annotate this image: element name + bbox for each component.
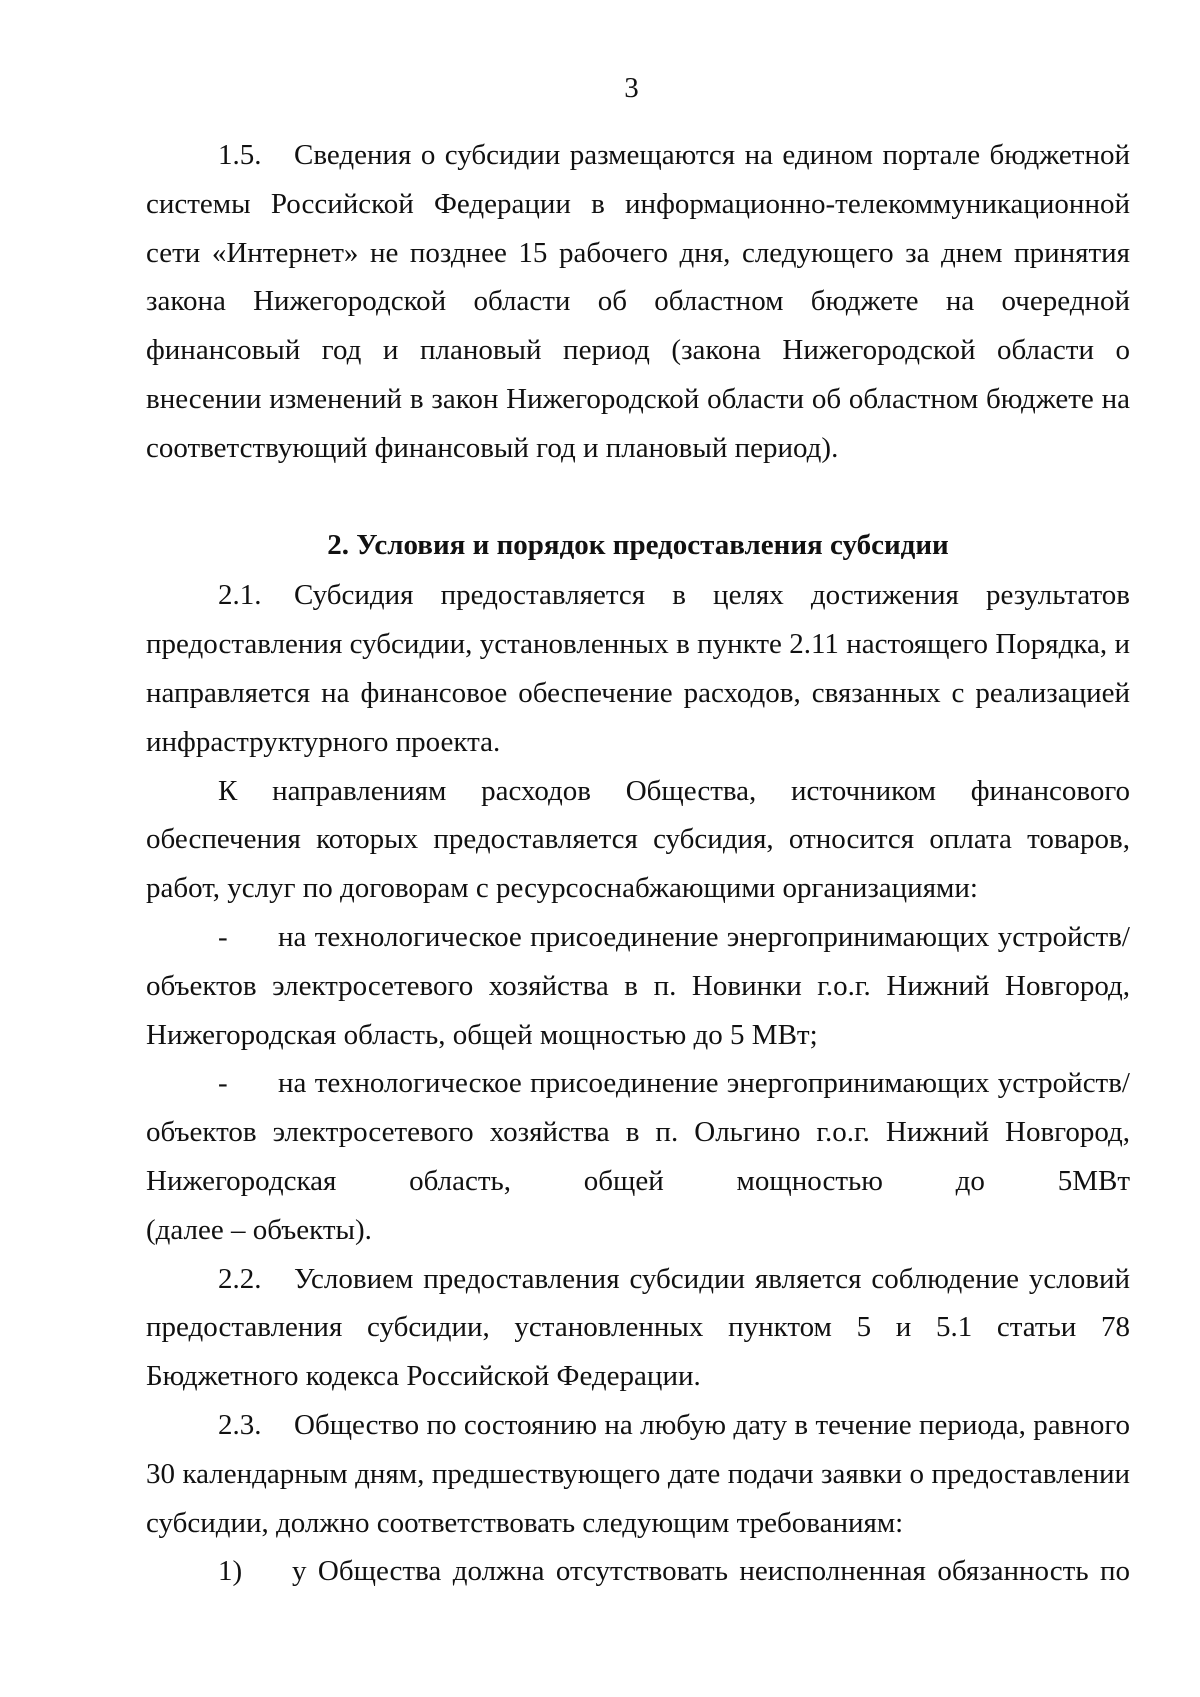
paragraph-text: Общество по состоянию на любую дату в течение периода, равного 30 календарным дням, предшествующего дате подачи заявки о предоставлении субсидии, должно соответствовать следующим требованиям:	[146, 1408, 1130, 1539]
bullet-dash: -	[218, 1067, 228, 1100]
paragraph-number: 1.5.	[218, 139, 262, 171]
bullet-text: на технологическое присоединение энергопринимающих устройств/объектов электросетевого хозяйства в п. Ольгино г.о.г. Нижний Новгород, Нижегородская область, общей мощностью до 5МВт	[146, 1067, 1130, 1197]
list-item-bullet-2	[146, 1059, 1130, 1205]
list-item-bullet-2-tail: (далее – объекты).	[146, 1213, 372, 1246]
paragraph-number: 2.3.	[218, 1408, 262, 1441]
paragraph-2-2	[146, 1255, 1130, 1401]
document-body	[146, 131, 1130, 1596]
paragraph-text: Субсидия предоставляется в целях достижения результатов предоставления субсидии, установленных в пункте 2.11 настоящего Порядка, и направляется на финансовое обеспечение расходов, связанных с реализацией инфраструктурного проекта.	[146, 579, 1130, 758]
bullet-text: на технологическое присоединение энергопринимающих устройств/объектов электросетевого хозяйства в п. Новинки г.о.г. Нижний Новгород, Нижегородская область, общей мощностью до 5 МВт;	[146, 920, 1130, 1051]
bullet-dash: -	[218, 920, 228, 953]
paragraph-text: Условием предоставления субсидии является соблюдение условий предоставления субсидии, установленных пунктом 5 и 5.1 статьи 78 Бюджетного кодекса Российской Федерации.	[146, 1262, 1130, 1393]
section-spacer	[146, 473, 1130, 521]
section-heading: 2. Условия и порядок предоставления субсидии	[327, 528, 949, 561]
paragraph-text: Сведения о субсидии размещаются на едином портале бюджетной системы Российской Федерации в информационно-телекоммуникационной сети «Интернет» не позднее 15 рабочего дня, следующего за днем принятия закона Нижегородской области об областном бюджете на очередной финансовый год и плановый период (закона Нижегородской области о внесении изменений в закон Нижегородской области об областном бюджете на соответствующий финансовый год и плановый период).	[146, 139, 1130, 464]
list-item-bullet-1	[146, 913, 1130, 1059]
paragraph-number: 2.2.	[218, 1262, 262, 1295]
paragraph-2-3	[146, 1401, 1130, 1547]
page-number: 3	[624, 72, 639, 104]
list-item-1	[146, 1547, 1130, 1596]
paragraph-2-1-continued: К направлениям расходов Общества, источником финансового обеспечения которых предоставляется субсидия, относится оплата товаров, работ, услуг по договорам с ресурсоснабжающими организациями:	[146, 774, 1130, 905]
paragraph-1-5	[146, 131, 1130, 473]
paragraph-number: 2.1.	[218, 579, 262, 612]
paragraph-2-1	[146, 571, 1130, 766]
list-item-number: 1)	[218, 1555, 243, 1588]
list-item-text: у Общества должна отсутствовать неисполненная обязанность по	[292, 1555, 1130, 1588]
